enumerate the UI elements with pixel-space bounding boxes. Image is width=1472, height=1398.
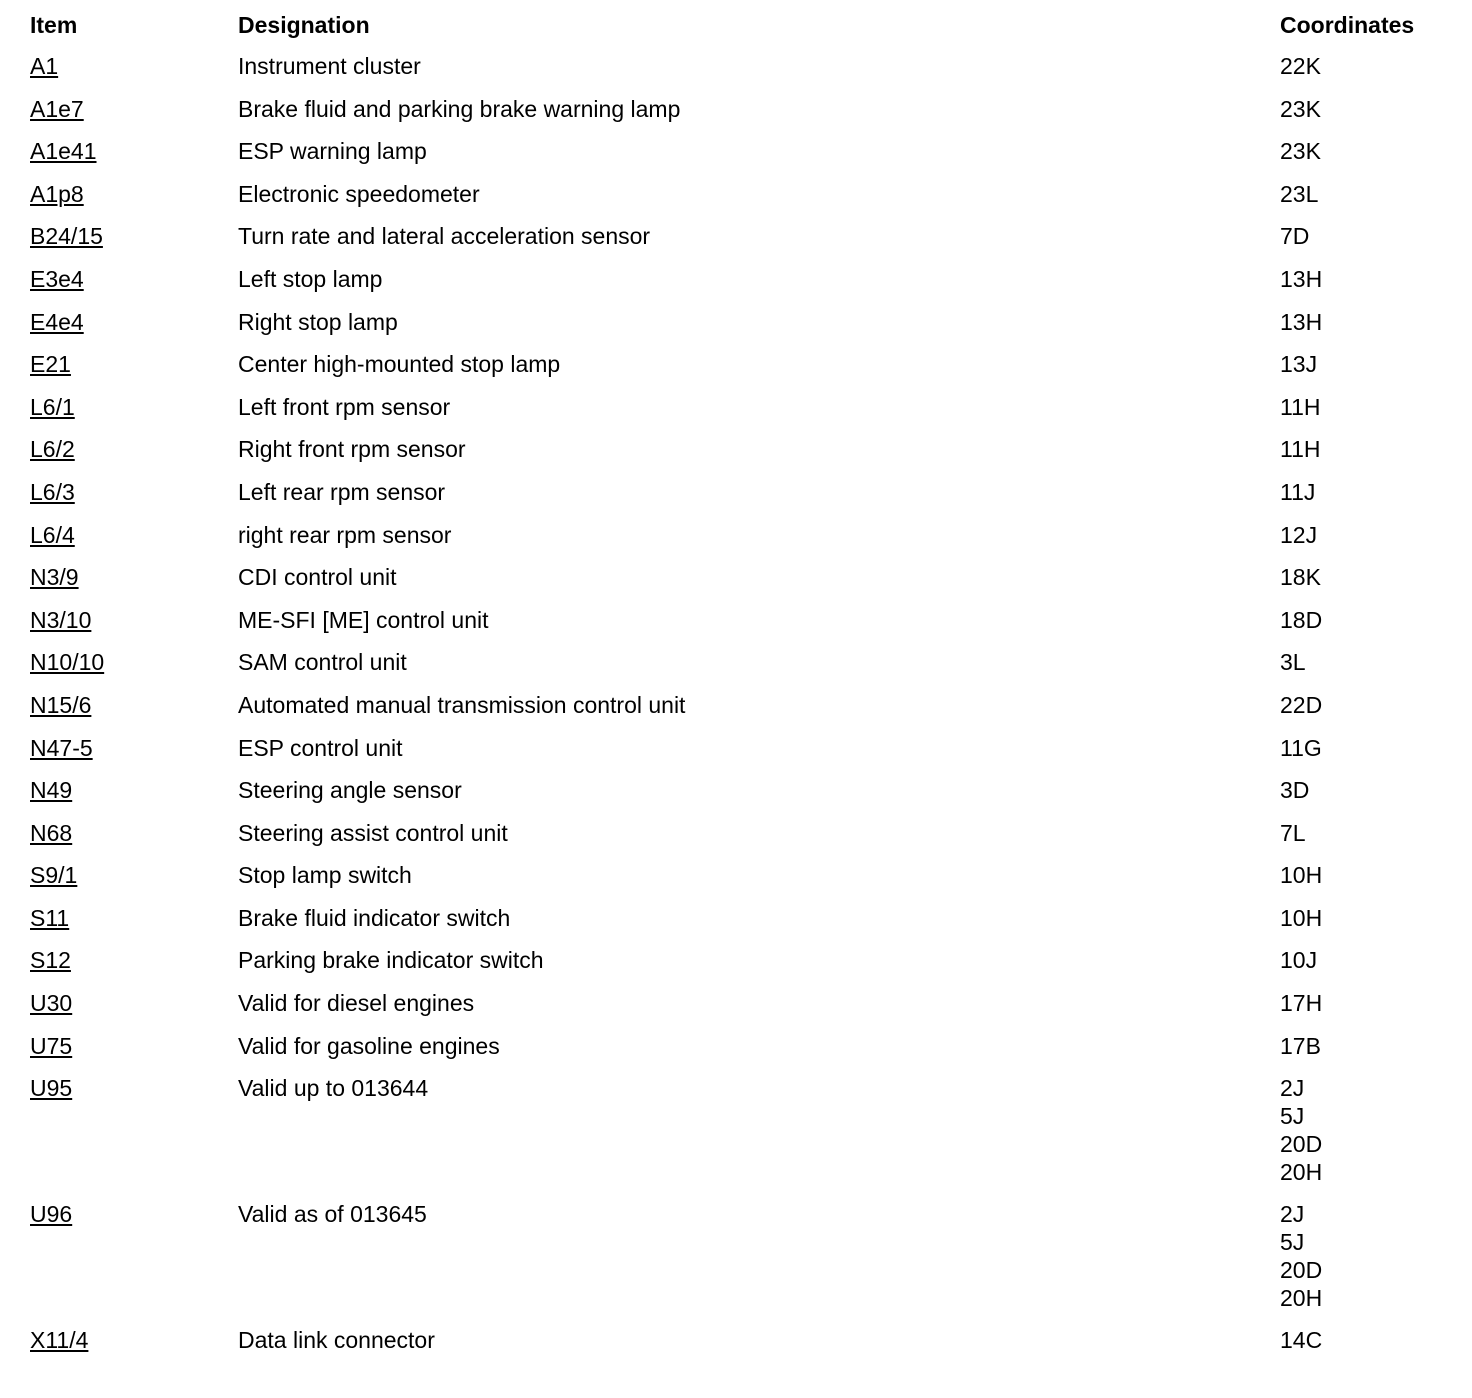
item-link[interactable]: X11/4 <box>30 1327 89 1354</box>
coordinates-list <box>1280 691 1322 719</box>
designation-text: Steering assist control unit <box>238 819 508 846</box>
coordinate-value: 11G <box>1280 734 1322 761</box>
coordinate-value: 11J <box>1280 478 1316 505</box>
coordinates-list <box>1280 180 1318 208</box>
coordinates-list <box>1280 137 1321 165</box>
coordinates-list <box>1280 52 1321 80</box>
table-row <box>0 521 1472 564</box>
table-row <box>0 861 1472 904</box>
table-row <box>0 606 1472 649</box>
designation-text: Valid for gasoline engines <box>238 1032 500 1059</box>
table-row <box>0 52 1472 95</box>
coordinate-value: 18D <box>1280 606 1323 633</box>
table-row <box>0 265 1472 308</box>
designation-text: CDI control unit <box>238 564 397 591</box>
coordinate-value: 13H <box>1280 308 1323 335</box>
coordinate-value: 3D <box>1280 777 1310 804</box>
coordinate-value: 5J <box>1280 1103 1305 1130</box>
coordinates-list <box>1280 734 1322 762</box>
coordinates-list <box>1280 478 1315 506</box>
table-row <box>0 734 1472 777</box>
coordinate-value: 2J <box>1280 1075 1305 1102</box>
designation-text: Instrument cluster <box>238 53 421 79</box>
coordinate-value: 20D <box>1280 1257 1323 1284</box>
table-row <box>0 222 1472 265</box>
coordinate-value: 23K <box>1280 95 1321 122</box>
designation-text: Right stop lamp <box>238 308 398 335</box>
item-link[interactable]: L6/3 <box>30 478 75 505</box>
coordinate-value: 7L <box>1280 819 1306 846</box>
item-link[interactable]: S9/1 <box>30 862 78 889</box>
table-row <box>0 819 1472 862</box>
table-row <box>0 1032 1472 1075</box>
coordinates-list <box>1280 606 1322 634</box>
designation-text: Steering angle sensor <box>238 777 462 804</box>
item-link[interactable]: L6/1 <box>30 393 75 420</box>
header-item: Item <box>30 12 78 38</box>
designation-text: Data link connector <box>238 1327 435 1354</box>
coordinates-list <box>1280 776 1309 804</box>
table-row <box>0 137 1472 180</box>
table-row <box>0 691 1472 734</box>
item-link[interactable]: N3/9 <box>30 564 79 591</box>
designation-text: Stop lamp switch <box>238 862 412 889</box>
item-link[interactable]: B24/15 <box>30 223 103 250</box>
table-row <box>0 478 1472 521</box>
table-row <box>0 350 1472 393</box>
coordinates-list <box>1280 308 1322 336</box>
coordinate-value: 18K <box>1280 564 1321 591</box>
coordinates-list <box>1280 222 1309 250</box>
item-link[interactable]: U30 <box>30 990 73 1017</box>
designation-text: ESP warning lamp <box>238 138 427 165</box>
item-link[interactable]: N47-5 <box>30 734 93 761</box>
item-link[interactable]: U96 <box>30 1201 73 1228</box>
coordinate-value: 20H <box>1280 1285 1323 1312</box>
coordinate-value: 11H <box>1280 436 1321 463</box>
item-link[interactable]: S12 <box>30 947 71 974</box>
coordinate-value: 13H <box>1280 265 1323 292</box>
coordinates-list <box>1280 946 1317 974</box>
coordinate-value: 22K <box>1280 53 1321 79</box>
header-coordinates: Coordinates <box>1280 12 1415 38</box>
designation-text: Brake fluid and parking brake warning lamp <box>238 95 681 122</box>
coordinates-list <box>1280 1200 1322 1312</box>
designation-text: Parking brake indicator switch <box>238 947 544 974</box>
designation-text: Left rear rpm sensor <box>238 478 446 505</box>
item-link[interactable]: N15/6 <box>30 691 92 718</box>
table-row <box>0 1074 1472 1200</box>
designation-text: Right front rpm sensor <box>238 436 466 463</box>
designation-text: Valid as of 013645 <box>238 1201 427 1228</box>
item-link[interactable]: L6/2 <box>30 436 75 463</box>
designation-text: SAM control unit <box>238 649 407 676</box>
designation-text: Valid for diesel engines <box>238 990 475 1017</box>
designation-text: Left stop lamp <box>238 265 383 292</box>
item-link[interactable]: N10/10 <box>30 649 105 676</box>
table-row <box>0 393 1472 436</box>
coordinates-list <box>1280 1032 1321 1060</box>
coordinates-list <box>1280 1326 1322 1354</box>
designation-text: Valid up to 013644 <box>238 1075 429 1102</box>
table-row <box>0 1326 1472 1369</box>
coordinates-list <box>1280 265 1322 293</box>
coordinate-value: 3L <box>1280 649 1306 676</box>
coordinates-list <box>1280 861 1322 889</box>
coordinates-list <box>1280 819 1306 847</box>
designation-text: right rear rpm sensor <box>238 521 452 548</box>
coordinate-value: 17B <box>1280 1032 1321 1059</box>
table-row <box>0 946 1472 989</box>
coordinates-list <box>1280 521 1317 549</box>
designation-text: Brake fluid indicator switch <box>238 904 511 931</box>
designation-text: Automated manual transmission control unit <box>238 691 686 718</box>
coordinate-value: 22D <box>1280 691 1323 718</box>
coordinate-value: 10H <box>1280 904 1323 931</box>
table-row <box>0 435 1472 478</box>
designation-text: ESP control unit <box>238 734 403 761</box>
coordinate-value: 10H <box>1280 862 1323 889</box>
table-row <box>0 180 1472 223</box>
item-link[interactable]: N68 <box>30 819 73 846</box>
coordinate-value: 20D <box>1280 1131 1323 1158</box>
coordinate-value: 14C <box>1280 1327 1323 1354</box>
coordinates-list <box>1280 95 1321 123</box>
item-link[interactable]: U95 <box>30 1075 73 1102</box>
coordinate-value: 23L <box>1280 180 1319 207</box>
coordinates-list <box>1280 563 1321 591</box>
coordinates-list <box>1280 350 1317 378</box>
coordinates-list <box>1280 904 1322 932</box>
table-row <box>0 904 1472 947</box>
item-link[interactable]: A1e7 <box>30 95 84 122</box>
designation-text: Center high-mounted stop lamp <box>238 351 561 378</box>
coordinate-value: 10J <box>1280 947 1318 974</box>
item-link[interactable]: U75 <box>30 1032 73 1059</box>
item-link[interactable]: A1e41 <box>30 138 97 165</box>
designation-text: Turn rate and lateral acceleration sensor <box>238 223 651 250</box>
coordinates-list <box>1280 393 1321 421</box>
table-row <box>0 563 1472 606</box>
designation-text: Left front rpm sensor <box>238 393 451 420</box>
coordinate-value: 17H <box>1280 990 1323 1017</box>
item-link[interactable]: N49 <box>30 777 73 804</box>
coordinate-value: 5J <box>1280 1229 1305 1256</box>
item-link[interactable]: E4e4 <box>30 308 84 335</box>
item-link[interactable]: S11 <box>30 904 70 931</box>
coordinates-list <box>1280 435 1321 463</box>
coordinate-value: 13J <box>1280 351 1318 378</box>
coordinates-list <box>1280 989 1322 1017</box>
item-link[interactable]: N3/10 <box>30 606 92 633</box>
coordinate-value: 23K <box>1280 138 1321 165</box>
table-header <box>0 12 1472 42</box>
item-link[interactable]: A1p8 <box>30 180 84 207</box>
coordinate-value: 20H <box>1280 1159 1323 1186</box>
table-row <box>0 776 1472 819</box>
item-link[interactable]: L6/4 <box>30 521 75 548</box>
table-row <box>0 648 1472 691</box>
coordinates-list <box>1280 1074 1322 1186</box>
table-row <box>0 989 1472 1032</box>
designation-text: Electronic speedometer <box>238 180 480 207</box>
table-row <box>0 1200 1472 1326</box>
table-row <box>0 308 1472 351</box>
item-link[interactable]: A1 <box>30 53 59 79</box>
coordinate-value: 12J <box>1280 521 1318 548</box>
coordinate-value: 11H <box>1280 393 1321 420</box>
coordinate-value: 7D <box>1280 223 1310 250</box>
header-designation: Designation <box>238 12 370 38</box>
table-row <box>0 95 1472 138</box>
table-body <box>0 52 1472 1369</box>
item-link[interactable]: E21 <box>30 351 71 378</box>
item-link[interactable]: E3e4 <box>30 265 84 292</box>
designation-text: ME-SFI [ME] control unit <box>238 606 489 633</box>
coordinate-value: 2J <box>1280 1201 1305 1228</box>
coordinates-list <box>1280 648 1306 676</box>
